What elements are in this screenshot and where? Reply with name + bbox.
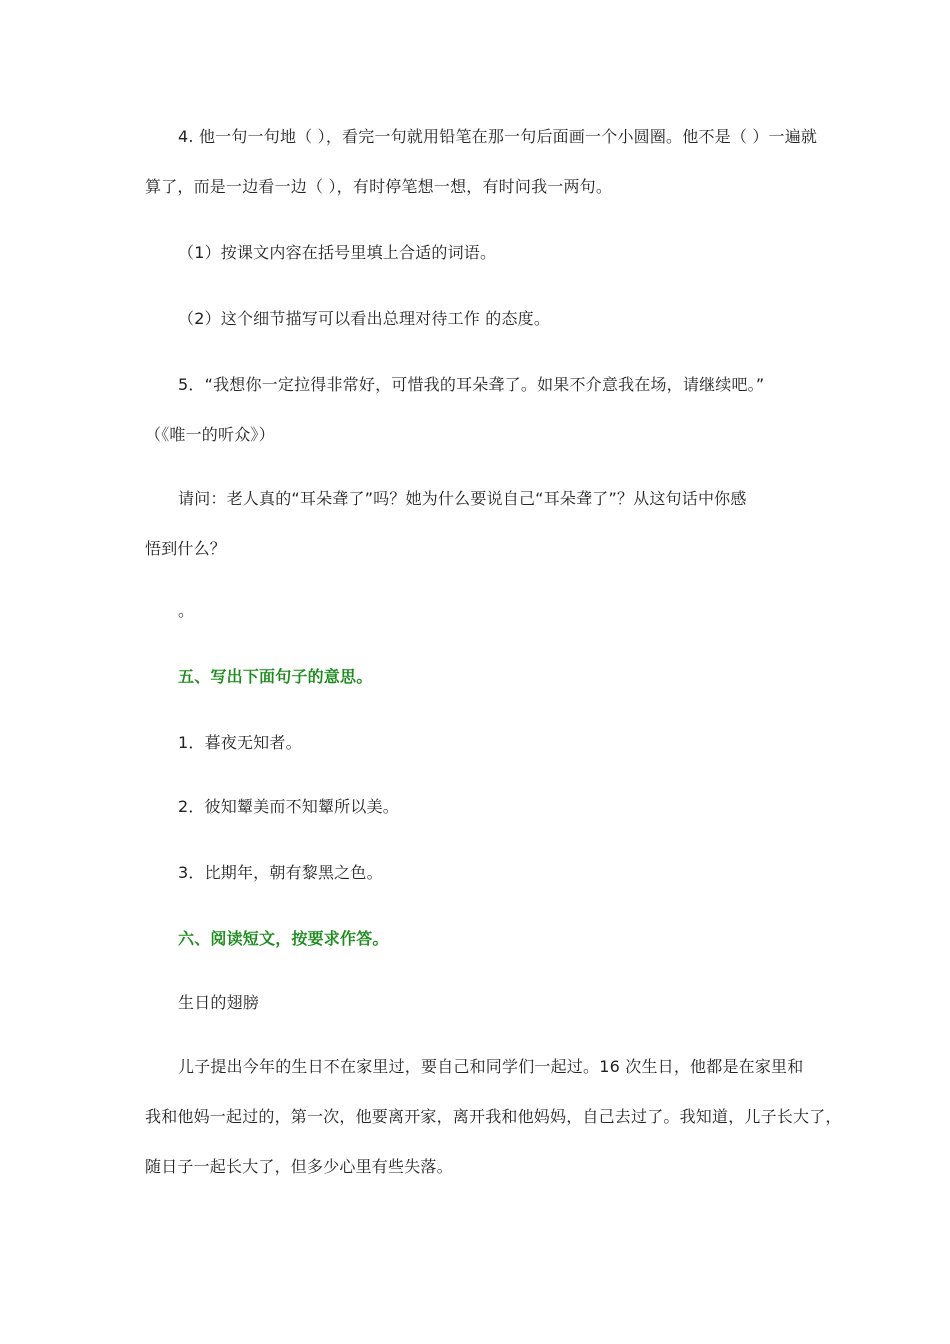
- question-5-ask-line-2: 悟到什么？: [145, 539, 227, 558]
- question-4-line-1: 4. 他一句一句地（ ），看完一句就用铅笔在那一句后面画一个小圆圈。他不是（ ）一遍就: [178, 127, 818, 146]
- section-5-heading: 五、写出下面句子的意思。: [178, 667, 373, 686]
- passage-line-1: 儿子提出今年的生日不在家里过，要自己和同学们一起过。16 次生日，他都是在家里和: [178, 1057, 804, 1076]
- question-4-sub-2: （2）这个细节描写可以看出总理对待工作 的态度。: [178, 309, 551, 328]
- passage-title: 生日的翅膀: [178, 993, 260, 1012]
- section-5-item-1: 1．暮夜无知者。: [178, 733, 302, 752]
- question-5-answer: 。: [178, 601, 195, 620]
- question-5-ask-line-1: 请问：老人真的“耳朵聋了”吗？她为什么要说自己“耳朵聋了”？从这句话中你感: [178, 489, 747, 508]
- question-4-sub-1: （1）按课文内容在括号里填上合适的词语。: [178, 243, 497, 262]
- question-4-line-2: 算了，而是一边看一边（ ），有时停笔想一想，有时问我一两句。: [145, 177, 613, 196]
- section-5-item-2: 2．彼知颦美而不知颦所以美。: [178, 797, 399, 816]
- passage-line-3: 随日子一起长大了，但多少心里有些失落。: [145, 1157, 453, 1176]
- question-5-line-1: 5．“我想你一定拉得非常好，可惜我的耳朵聋了。如果不介意我在场，请继续吧。”: [178, 375, 765, 394]
- section-5-item-3: 3．比期年，朝有黎黑之色。: [178, 863, 383, 882]
- question-5-line-2: （《唯一的听众》）: [145, 425, 275, 444]
- passage-line-2: 我和他妈一起过的，第一次，他要离开家，离开我和他妈妈，自己去过了。我知道，儿子长大了，: [145, 1107, 842, 1126]
- section-6-heading: 六、阅读短文，按要求作答。: [178, 929, 389, 948]
